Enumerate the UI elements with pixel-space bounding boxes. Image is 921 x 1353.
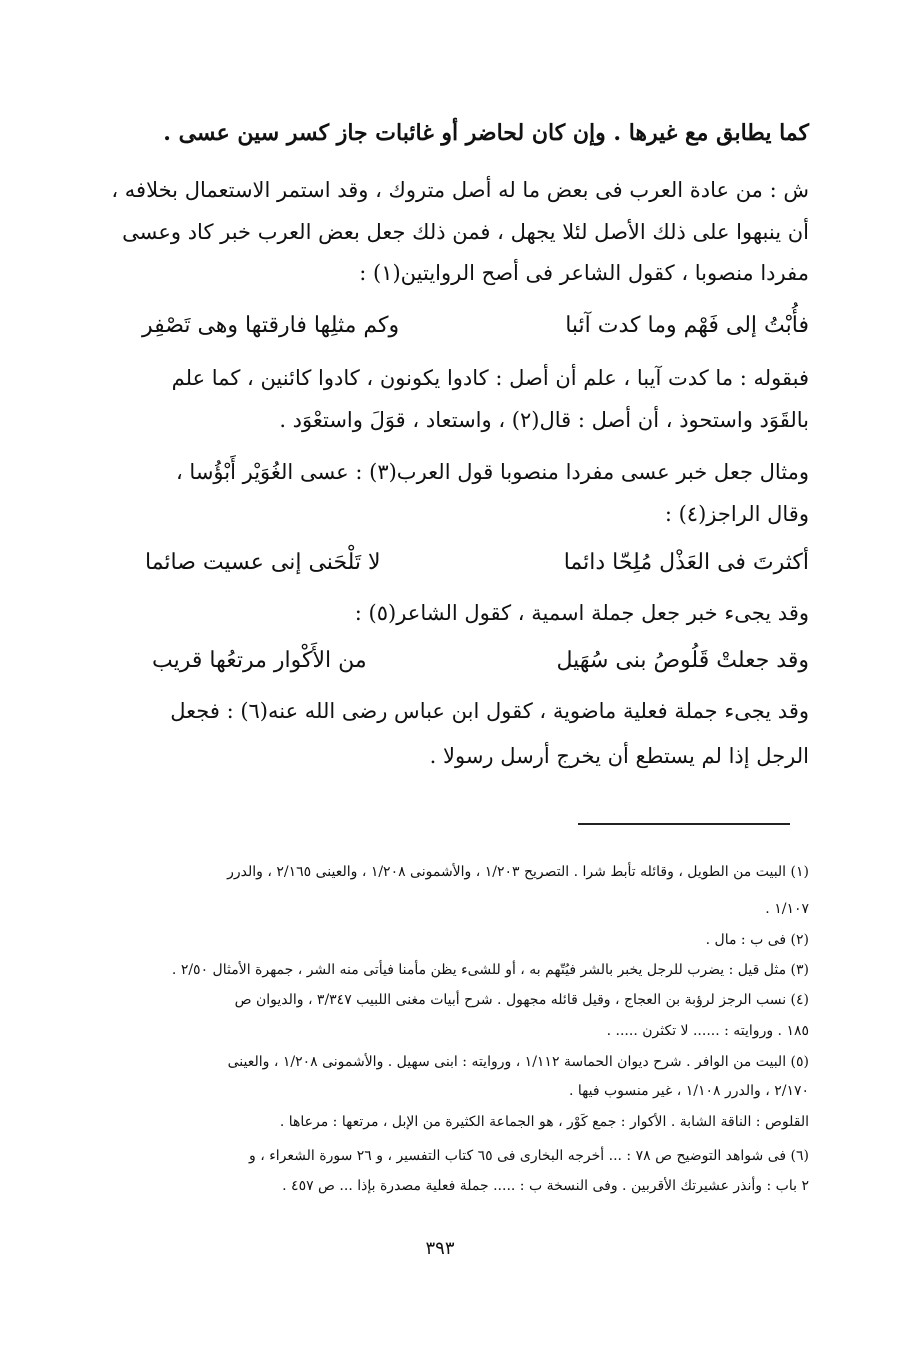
verse1-left-hemistich: وكم مثلِها فارقتها وهى تَصْفِر [142, 313, 400, 338]
footnote-separator [578, 823, 790, 825]
footnote-6: (٦) فى شواهد التوضيح ص ٧٨ : ... أخرجه البخارى فى ٦٥ كتاب التفسير ، و ٢٦ سورة الشعراء ، و [249, 1148, 809, 1164]
main-line-6: بالقَوَد واستحوذ ، أن أصل : قال(٢) ، واستعاد ، قوَلَ واستعْوَد . [279, 408, 809, 432]
footnote-2: (٢) فى ب : مال . [705, 932, 809, 948]
main-line-7: ومثال جعل خبر عسى مفردا منصوبا قول العرب(٣) : عسى الغُوَيْر أَبْؤُسا ، [175, 460, 809, 484]
verse2-left-hemistich: لا تَلْحَنى إنى عسيت صائما [145, 550, 381, 575]
main-line-3: أن ينبهوا على ذلك الأصل لئلا يجهل ، فمن ذلك جعل بعض العرب خبر كاد وعسى [122, 220, 809, 244]
main-line-5: فبقوله : ما كدت آيبا ، علم أن أصل : كادوا يكونون ، كادوا كائنين ، كما علم [171, 366, 809, 390]
footnote-4-cont: ١٨٥ . وروايته : ...... لا تكثرن ..... . [606, 1023, 809, 1039]
footnote-1: (١) البيت من الطويل ، وقائله تأبط شرا . التصريح ١/٢٠٣ ، والأشمونى ١/٢٠٨ ، والعينى ٢/١٦٥ ، والدرر [227, 864, 809, 880]
verse1-right-hemistich: فأُبْتُ إلى فَهْم وما كدت آئبا [565, 313, 809, 338]
main-line-8: وقال الراجز(٤) : [664, 502, 809, 526]
verse2-right-hemistich: أكثرتَ فى العَذْل مُلِحّا دائما [563, 550, 809, 575]
main-line-10: وقد يجىء جملة فعلية ماضوية ، كقول ابن عباس رضى الله عنه(٦) : فجعل [170, 699, 809, 723]
main-line-1: كما يطابق مع غيرها . وإن كان لحاضر أو غائبات جاز كسر سين عسى . [163, 120, 809, 146]
main-line-9: وقد يجىء خبر جعل جملة اسمية ، كقول الشاعر(٥) : [354, 601, 809, 625]
footnote-5-cont: ٢/١٧٠ ، والدرر ١/١٠٨ ، غير منسوب فيها . [568, 1083, 809, 1099]
main-line-11: الرجل إذا لم يستطع أن يخرج أرسل رسولا . [429, 744, 809, 768]
footnote-5: (٥) البيت من الوافر . شرح ديوان الحماسة ١/١١٢ ، وروايته : ابنى سهيل . والأشمونى ١/٢٠٨ ، والعينى [227, 1054, 809, 1070]
main-line-4: مفردا منصوبا ، كقول الشاعر فى أصح الروايتين(١) : [359, 261, 809, 285]
page-number: ٣٩٣ [425, 1238, 455, 1259]
footnote-4: (٤) نسب الرجز لرؤبة بن العجاج ، وقيل قائله مجهول . شرح أبيات مغنى اللبيب ٣/٣٤٧ ، والديوان ص [234, 992, 809, 1008]
footnote-3: (٣) مثل قيل : يضرب للرجل يخبر بالشر فيُتّهم به ، أو للشىء يظن مأمنا فيأتى منه الشر ، جمهرة الأمثال ٢/٥٠ . [171, 962, 809, 978]
footnote-6-cont: ٢ باب : وأنذر عشيرتك الأقربين . وفى النسخة ب : ..... جملة فعلية مصدرة بإذا ... ص ٤٥٧ . [282, 1178, 809, 1194]
main-line-2: ش : من عادة العرب فى بعض ما له أصل متروك ، وقد استمر الاستعمال بخلافه ، [111, 178, 809, 202]
footnote-1-cont: ١/١٠٧ . [765, 901, 809, 917]
footnote-5-gloss: القلوص : الناقة الشابة . الأكوار : جمع كَوْر ، هو الجماعة الكثيرة من الإبل ، مرتعها : مرعاها . [279, 1114, 809, 1130]
verse3-right-hemistich: وقد جعلتْ قَلُوصُ بنى سُهَيل [556, 648, 809, 673]
verse3-left-hemistich: من الأَكْوار مرتعُها قريب [152, 648, 367, 673]
